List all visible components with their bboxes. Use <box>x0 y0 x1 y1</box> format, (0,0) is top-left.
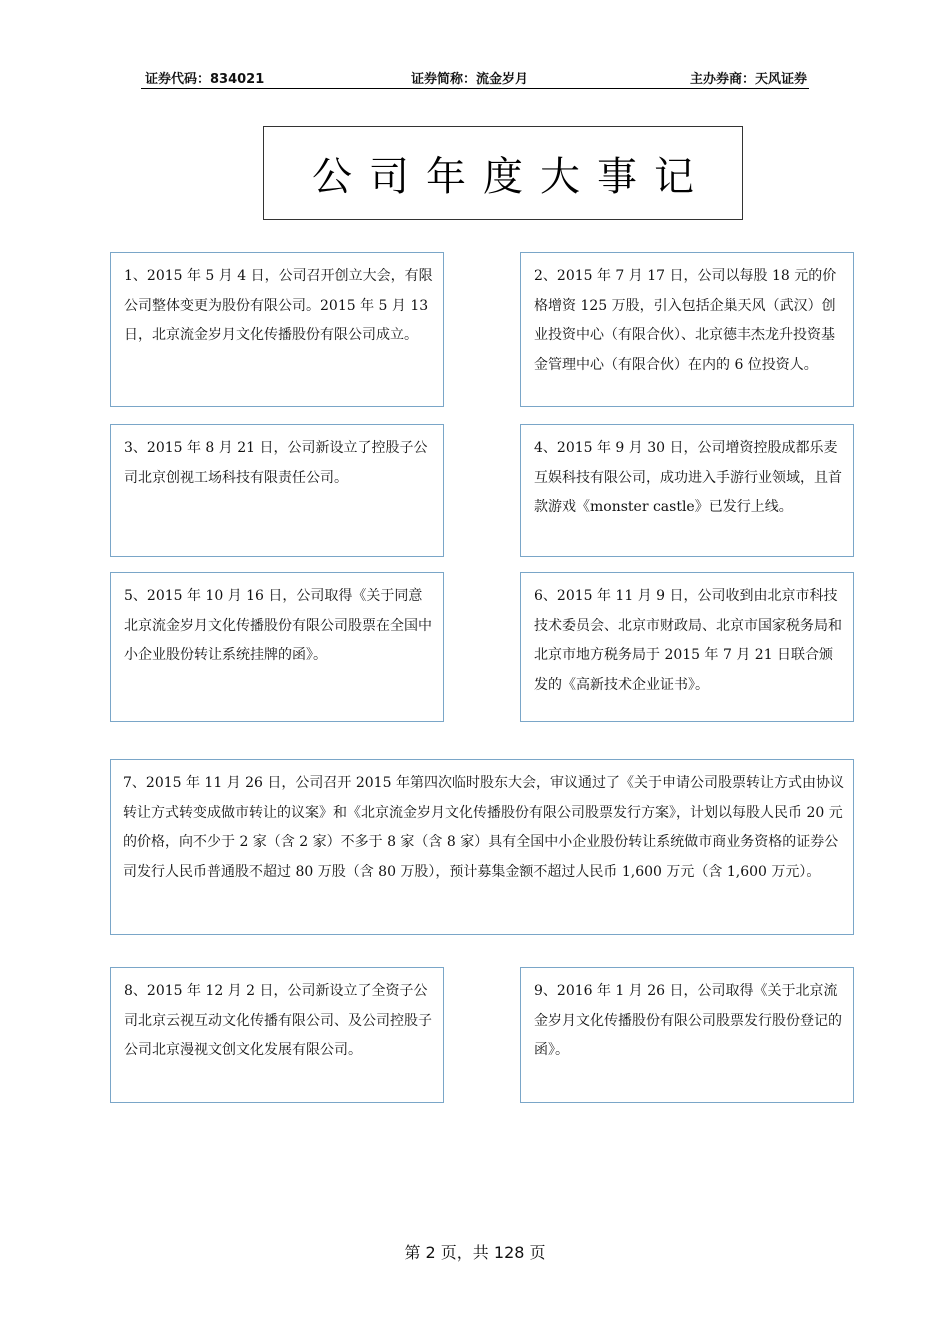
event-box: 3、2015 年 8 月 21 日，公司新设立了控股子公司北京创视工场科技有限责任公司。 <box>110 424 444 557</box>
event-box: 7、2015 年 11 月 26 日，公司召开 2015 年第四次临时股东大会，审议通过了《关于申请公司股票转让方式由协议转让方式转变成做市转让的议案》和《北京流金岁月文化传播股份有限公司股票发行方案》，计划以每股人民币 20 元的价格，向不少于 2 家（含 2 家）不多于 8 家（含 8 家）具有全国中小企业股份转让系统做市商业务资格的证券公司发行人民币普通股不超过 80 万股（含 80 万股），预计募集金额不超过人民币 1,600 万元（含 1,600 万元）。 <box>110 759 854 935</box>
event-box: 4、2015 年 9 月 30 日，公司增资控股成都乐麦互娱科技有限公司，成功进入手游行业领域，且首款游戏《monster castle》已发行上线。 <box>520 424 854 557</box>
event-box: 9、2016 年 1 月 26 日，公司取得《关于北京流金岁月文化传播股份有限公司股票发行股份登记的函》。 <box>520 967 854 1103</box>
page-header <box>141 66 809 89</box>
event-box: 8、2015 年 12 月 2 日，公司新设立了全资子公司北京云视互动文化传播有限公司、及公司控股子公司北京漫视文创文化发展有限公司。 <box>110 967 444 1103</box>
page-title: 公司年度大事记 <box>312 153 711 200</box>
stock-name: 证券简称：流金岁月 <box>411 72 529 87</box>
stock-code: 证券代码：834021 <box>145 72 265 87</box>
underwriter: 主办券商：天风证券 <box>689 72 807 87</box>
event-box: 5、2015 年 10 月 16 日，公司取得《关于同意北京流金岁月文化传播股份有限公司股票在全国中小企业股份转让系统挂牌的函》。 <box>110 572 444 722</box>
event-box: 2、2015 年 7 月 17 日，公司以每股 18 元的价格增资 125 万股，引入包括企巢天风（武汉）创业投资中心（有限合伙）、北京德丰杰龙升投资基金管理中心（有限合伙）在内的 6 位投资人。 <box>520 252 854 407</box>
event-box: 1、2015 年 5 月 4 日，公司召开创立大会，有限公司整体变更为股份有限公司。2015 年 5 月 13 日，北京流金岁月文化传播股份有限公司成立。 <box>110 252 444 407</box>
event-box: 6、2015 年 11 月 9 日，公司收到由北京市科技技术委员会、北京市财政局、北京市国家税务局和北京市地方税务局于 2015 年 7 月 21 日联合颁发的《高新技术企业证书》。 <box>520 572 854 722</box>
page-number: 第 2 页，共 128 页 <box>404 1243 546 1262</box>
title-box <box>263 126 743 220</box>
